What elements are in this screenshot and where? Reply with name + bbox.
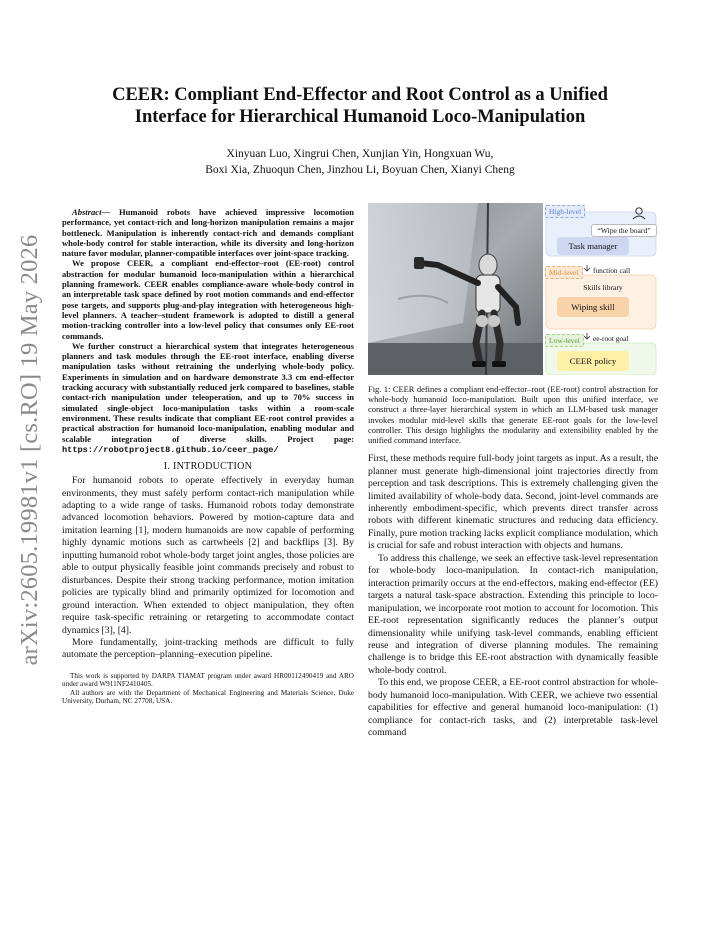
author-list	[70, 146, 650, 178]
arxiv-sidebar	[8, 234, 52, 666]
mid-level-tag: Mid-level	[545, 266, 583, 279]
abstract-paragraph-2: We propose CEER, a compliant end-effector–root (EE-root) control abstraction for modular humanoid loco-manipulation within a hierarchical planning framework. CEER enables compliance-aware whole-body control in an interpretable task space defined by root motion commands and end-effector pose targets, and supports plug-and-play integration with heterogeneous high-level planners. A teacher–student framework is adopted to distill a general motion-tracking controller into a low-level policy that consumes only EE-root commands.	[62, 258, 354, 341]
task-manager-box: Task manager	[557, 237, 629, 255]
speech-bubble-quote: “Wipe the board”	[591, 224, 657, 237]
right-column-body	[368, 453, 658, 739]
wiping-skill-box: Wiping skill	[557, 297, 629, 317]
left-column	[62, 207, 354, 706]
right-paragraph-3: To this end, we propose CEER, a EE-root control abstraction for whole-body humanoid loco-manipulation. With CEER, we achieve two essential capabilities for effective and general humanoid loco-manipulation: (1) compliance for contact-rich tasks, and (2) interpretable task-level command	[368, 677, 658, 739]
abstract-text-3: We further construct a hierarchical system that integrates heterogeneous planners and task modules through the EE-root interface, enabling diverse manipulation tasks without retraining the underlying whole-body policy. Experiments in simulation and on hardware demonstrate 3.3 cm end-effector tracking accuracy with substantially reduced jerk compared to baselines, stable contact-rich manipulation under teleoperation, and up to 70% success in simulated single-object loco-manipulation tasks within a room-scale environment. These results indicate that compliant EE-root control provides a practical abstraction for humanoid loco-manipulation, enabling modular and scalable integration of diverse skills. Project page:	[62, 340, 354, 444]
abstract-paragraph-3	[62, 341, 354, 455]
right-paragraph-2: To address this challenge, we seek an effective task-level representation for whole-body loco-manipulation. In contact-rich manipulation, interaction primarily occurs at the end-effectors, making end-effector (EE) targets a natural task-space abstraction. Extending this principle to loco-manipulation, we incorporate root motion to account for locomotion. This EE-root representation significantly reduces the planner’s output dimensionality while unifying task-level commands, enabling efficient reuse and integration of diverse planning modules. The remaining challenge is to bridge this EE-root abstraction with dynamically feasible whole-body control.	[368, 552, 658, 676]
right-column	[368, 203, 658, 740]
footnote-line-2: All authors are with the Department of Mechanical Engineering and Materials Science, Duke University, Durham, NC 27708, USA.	[62, 688, 354, 706]
hierarchy-diagram	[543, 203, 658, 375]
title-line-2: Interface for Hierarchical Humanoid Loco-Manipulation	[134, 107, 586, 127]
low-level-tag: Low-level	[545, 334, 584, 347]
figure-1-caption: Fig. 1: CEER defines a compliant end-effector–root (EE-root) control abstraction for whole-body humanoid loco-manipulation. Built upon this unified interface, we construct a three-layer hierarchical system in which an LLM-based task manager invokes modular mid-level skills that generate EE-root goals for the low-level controller. This design highlights the modularity and extensibility enabled by the unified command interface.	[368, 384, 658, 446]
function-call-label: function call	[593, 266, 631, 275]
abstract-text-1: — Humanoid robots have achieved impressive locomotion performance, yet contact-rich and long-horizon manipulation remains a major bottleneck. Manipulation is inherently contact-rich and demands compliant whole-body control for stable interaction, while its diversity and long-horizon nature favor modular, planner-compatible interfaces over joint-space tracking.	[62, 207, 354, 259]
authors-line-2: Boxi Xia, Zhuoqun Chen, Jinzhou Li, Boyuan Chen, Xianyi Cheng	[205, 164, 515, 176]
footnote-line-1: This work is supported by DARPA TIAMAT program under award HR00112490419 and ARO under award W911NF2410405.	[62, 671, 354, 689]
intro-paragraph-2: More fundamentally, joint-tracking methods are difficult to fully automate the perception–planning–execution pipeline.	[62, 637, 354, 661]
figure-1	[368, 203, 658, 375]
paper-title	[70, 84, 650, 128]
authors-line-1: Xinyuan Luo, Xingrui Chen, Xunjian Yin, Hongxuan Wu,	[226, 148, 494, 160]
skills-library-label: Skills library	[583, 283, 623, 292]
robot-photo-illustration	[368, 203, 543, 375]
ceer-policy-box: CEER policy	[557, 351, 629, 371]
high-level-tag: High-level	[545, 205, 585, 218]
section-heading-introduction: I. INTRODUCTION	[163, 461, 253, 473]
intro-paragraph-1: For humanoid robots to operate effectively in everyday human environments, they must safely perform contact-rich manipulation while adapting to a wide range of tasks. Humanoid robots today demonstrate advanced locomotion behaviors. Powered by motion-capture data and imitation learning [1], modern humanoids are now capable of performing highly dynamic motions such as cartwheels [2] and backflips [3]. By inputting humanoid robot whole-body target joint angles, those policies are able to output physically feasible joint commands precisely and robust to disturbances. Despite their strong tracking performance, motion imitation policies are typically blind and primarily optimized for locomotion and ground interaction. When extended to object manipulation, they often require task-specific retraining or retargeting to accommodate contact dynamics [3], [4].	[62, 475, 354, 636]
ee-root-goal-label: ee-root goal	[593, 334, 629, 343]
project-page-link[interactable]: https://robotproject8.github.io/ceer_page/	[62, 444, 279, 455]
robot-photo	[368, 203, 543, 375]
right-paragraph-1: First, these methods require full-body joint targets as input. As a result, the planner must generate high-dimensional joint trajectories directly from perception and task descriptions. This is extremely challenging given the limited availability of whole-body data. Second, joint-level commands are inherently embodiment-specific, which prevents direct transfer across robots with different kinematic structures and reducing data efficiency. Finally, pure motion tracking lacks explicit compliance modulation, which is crucial for safe and robust interaction with objects and humans.	[368, 453, 658, 552]
abstract-lead: Abstract	[72, 207, 102, 217]
abstract	[62, 207, 354, 455]
arxiv-identifier: arXiv:2605.19981v1 [cs.RO] 19 May 2026	[16, 234, 43, 666]
funding-footnote	[62, 672, 354, 706]
introduction-body	[62, 475, 354, 662]
abstract-paragraph-1	[62, 207, 354, 258]
title-line-1: CEER: Compliant End-Effector and Root Control as a Unified	[112, 85, 608, 105]
